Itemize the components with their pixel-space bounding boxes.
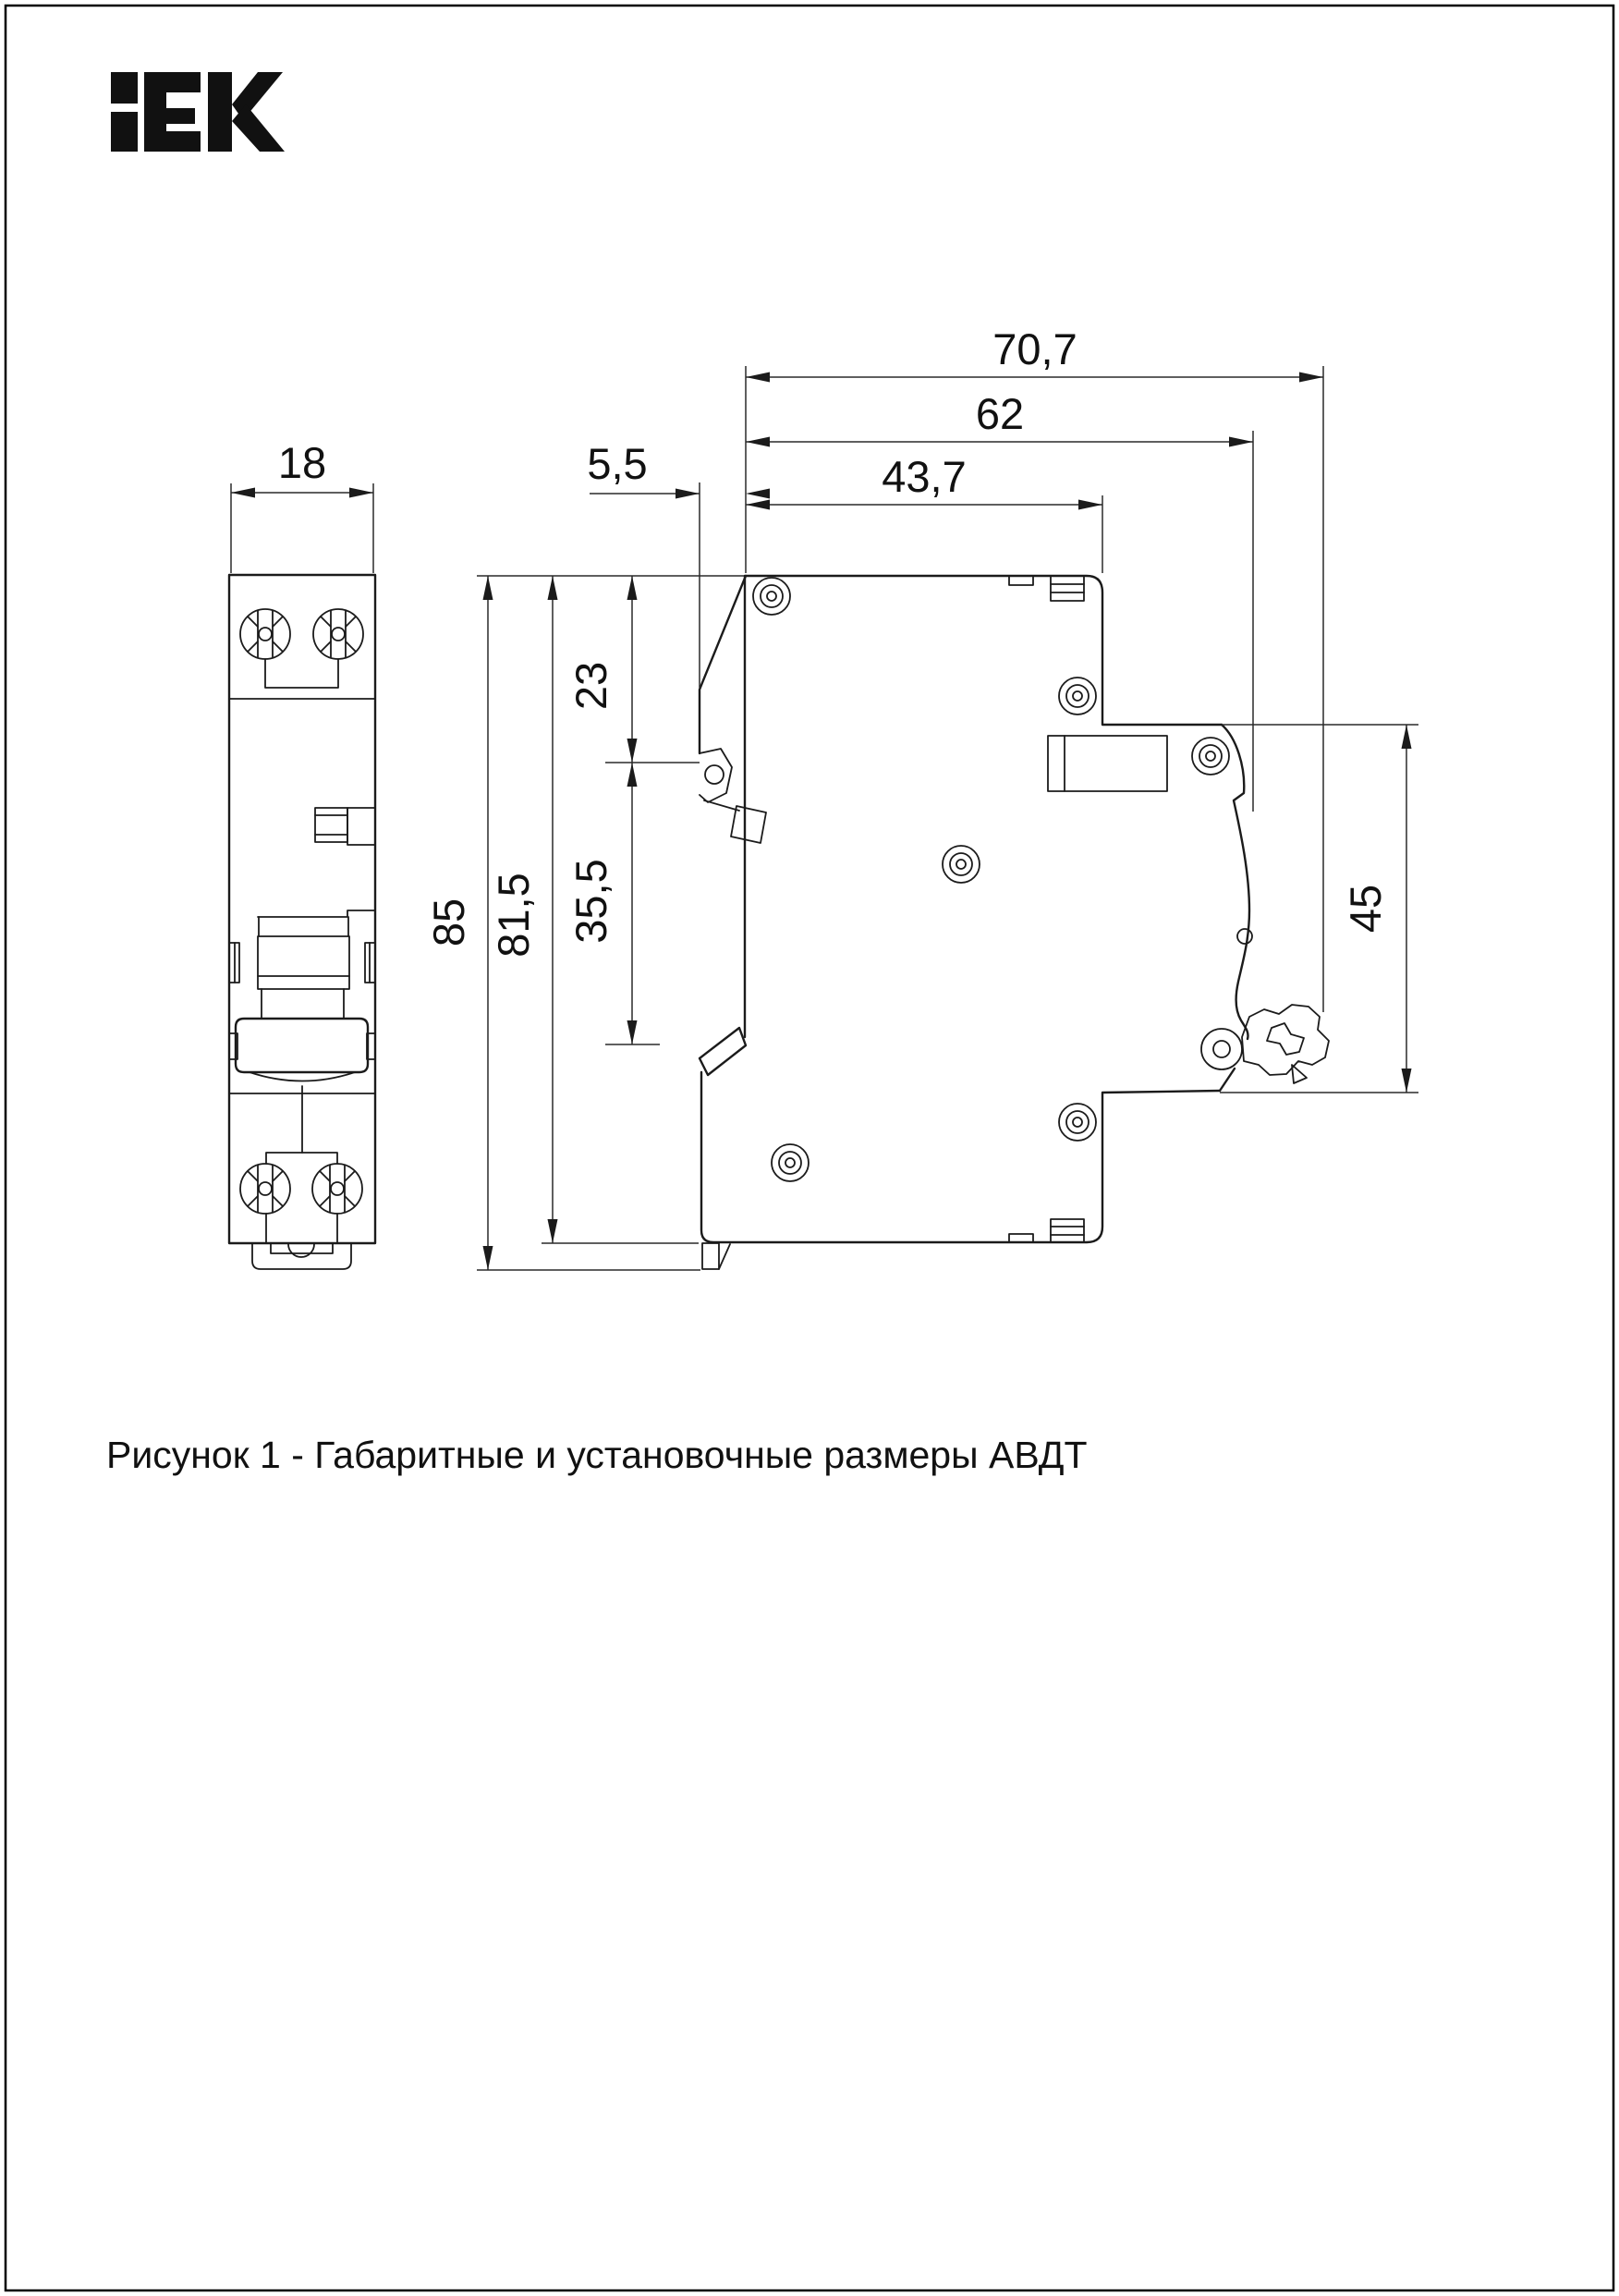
figure-caption: Рисунок 1 - Габаритные и установочные размеры АВДТ bbox=[106, 1434, 1088, 1476]
dim-label-front-ledge: 5,5 bbox=[587, 439, 648, 488]
bottom-clip-notch bbox=[1009, 1234, 1033, 1242]
din-latch bbox=[1201, 1005, 1329, 1083]
dim-label-front-depth: 43,7 bbox=[882, 452, 967, 501]
terminal-screw-top-left bbox=[240, 609, 290, 659]
rivet bbox=[1192, 738, 1229, 775]
page-border bbox=[6, 6, 1613, 2290]
dim-top-to-clip bbox=[566, 576, 638, 763]
din-rail-slot bbox=[1048, 736, 1167, 791]
side-view bbox=[700, 576, 1329, 1269]
dim-module-width bbox=[231, 438, 373, 498]
dim-front-depth bbox=[746, 452, 1102, 510]
dim-front-ledge bbox=[587, 439, 770, 499]
side-toggle-lever bbox=[700, 1028, 746, 1075]
dim-clip-to-handle bbox=[566, 763, 638, 1044]
dim-label-total-depth: 70,7 bbox=[992, 324, 1077, 373]
toggle-handle bbox=[236, 1019, 368, 1072]
din-groove-curve-lower bbox=[1220, 1069, 1235, 1091]
top-terminal-bracket bbox=[265, 659, 338, 688]
rivet bbox=[753, 578, 790, 615]
dim-total-depth bbox=[746, 324, 1323, 383]
dim-body-height bbox=[489, 576, 558, 1243]
dim-label-top-to-clip: 23 bbox=[566, 661, 615, 711]
side-front-rim bbox=[700, 576, 746, 753]
dim-label-module-width: 18 bbox=[277, 438, 327, 487]
side-bottom-tab bbox=[702, 1243, 730, 1269]
side-bottom-outline bbox=[701, 1072, 1220, 1242]
top-clip-notch bbox=[1009, 576, 1033, 585]
dim-label-body-height: 81,5 bbox=[489, 873, 538, 958]
bottom-terminal-bracket bbox=[266, 1153, 337, 1164]
side-top-outline bbox=[746, 576, 1222, 725]
rivet bbox=[1059, 678, 1096, 714]
din-groove-curve-upper bbox=[1222, 725, 1249, 1039]
toggle-switch bbox=[229, 910, 375, 1093]
front-view bbox=[229, 575, 375, 1269]
terminal-screw-bottom-left bbox=[240, 1164, 290, 1214]
dim-label-panel-cutout: 45 bbox=[1341, 884, 1390, 934]
dim-label-body-depth: 62 bbox=[975, 389, 1025, 438]
dim-total-height bbox=[424, 576, 493, 1270]
terminal-screw-bottom-right bbox=[312, 1164, 362, 1214]
toggle-pivot-hole bbox=[705, 765, 724, 784]
top-terminal-shield bbox=[1051, 576, 1084, 601]
terminal-screw-top-right bbox=[313, 609, 363, 659]
rim-to-face bbox=[704, 800, 739, 811]
dim-label-total-height: 85 bbox=[424, 898, 473, 947]
dim-label-clip-to-handle: 35,5 bbox=[566, 859, 615, 944]
bottom-terminal-shield bbox=[1051, 1219, 1084, 1242]
side-test-button-boss bbox=[731, 806, 766, 843]
iek-logo bbox=[111, 72, 285, 152]
dim-body-depth bbox=[746, 389, 1253, 447]
front-bottom-tab bbox=[252, 1243, 351, 1269]
dimensions bbox=[231, 324, 1418, 1270]
rivet bbox=[943, 846, 980, 883]
test-button bbox=[315, 808, 375, 845]
rivet bbox=[1059, 1104, 1096, 1141]
rivet bbox=[772, 1144, 809, 1181]
dim-panel-cutout bbox=[1341, 725, 1412, 1093]
rear-pin-hole bbox=[1237, 929, 1252, 944]
